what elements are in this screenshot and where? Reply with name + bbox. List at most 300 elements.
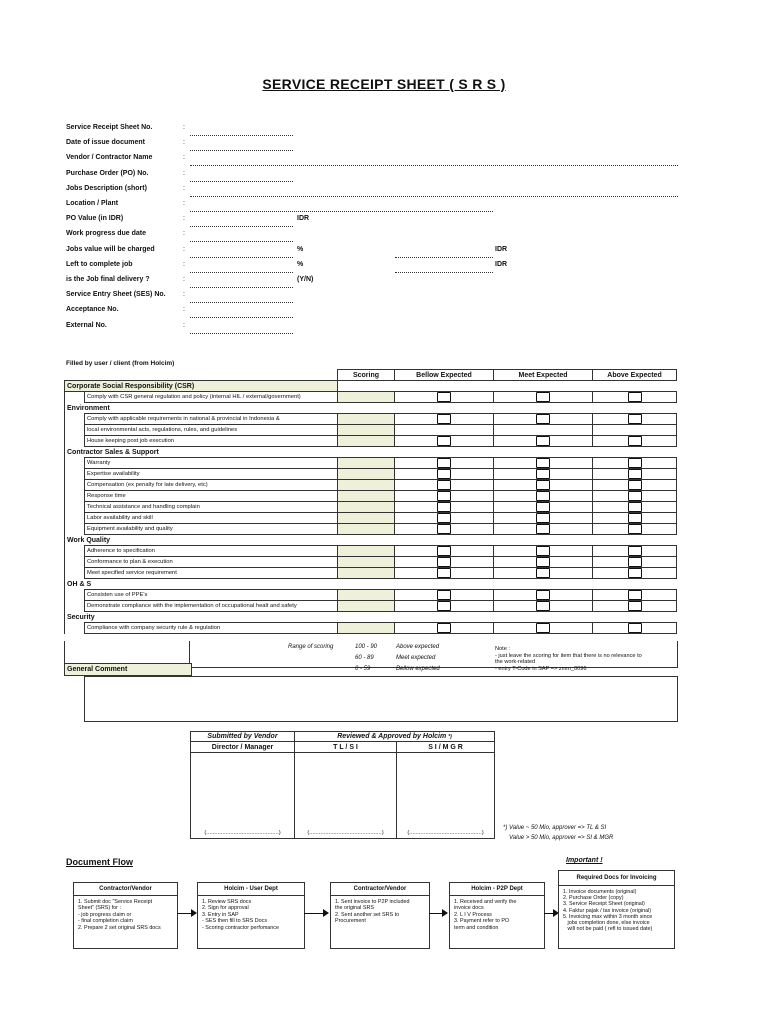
field-label: Jobs value will be charged (66, 245, 155, 253)
field-input[interactable] (190, 165, 678, 166)
meet-expected-checkbox[interactable] (536, 623, 550, 633)
above-expected-checkbox[interactable] (628, 458, 642, 468)
criteria-label: Consisten use of PPE's (85, 590, 338, 601)
left-percent-label: % (297, 260, 304, 268)
flow-box-head: Holcim - User Dept (198, 883, 304, 896)
row-indent (65, 392, 85, 403)
flow-line: 2. Prepare 2 set original SRS docs (78, 924, 161, 931)
note-line-1: - just leave the scoring for item that there is no relevance to (495, 652, 642, 659)
rating-cell-above (593, 513, 677, 524)
flow-box-body (450, 896, 544, 934)
criteria-label: Response time (85, 491, 338, 502)
rating-cell-meet (494, 436, 593, 447)
section-row-spacer (338, 403, 677, 414)
above-expected-checkbox[interactable] (628, 392, 642, 402)
submitted-by-vendor: Submitted by Vendor (191, 732, 295, 742)
above-expected-checkbox[interactable] (628, 414, 642, 424)
meet-expected-header: Meet Expected (494, 370, 593, 381)
scoring-input[interactable] (338, 480, 395, 491)
rating-cell-below (395, 436, 494, 447)
field-colon: : (183, 124, 185, 131)
below-expected-checkbox[interactable] (437, 524, 451, 534)
rating-cell-meet (494, 425, 593, 436)
flow-line: 1. Received and verify the (454, 899, 517, 905)
rating-cell-below (395, 502, 494, 513)
field-colon: : (183, 276, 185, 283)
required-line: 1. Invoice documents (original) (563, 889, 637, 895)
scoring-input[interactable] (338, 524, 395, 535)
section-title (65, 403, 338, 414)
rating-cell-meet (494, 601, 593, 612)
scoring-input[interactable] (338, 425, 395, 436)
range-desc: Bellow expected (396, 666, 440, 672)
rating-cell-meet (494, 414, 593, 425)
flow-line: 3. Entry in SAP (202, 911, 239, 918)
criteria-label: local environmental acts, regulations, rules, and guidelines (85, 425, 338, 436)
scoring-input[interactable] (338, 469, 395, 480)
field-input[interactable] (190, 257, 293, 258)
below-expected-checkbox[interactable] (437, 480, 451, 490)
flow-arrow-line (429, 913, 443, 914)
row-indent (65, 601, 85, 612)
field-input[interactable] (190, 272, 293, 273)
row-indent (65, 436, 85, 447)
rating-cell-above (593, 458, 677, 469)
section-title (65, 381, 338, 392)
tl-si-signature-box[interactable]: (.............................................) (295, 753, 397, 839)
range-desc: Above expected (396, 644, 440, 650)
eval-header-row (65, 370, 677, 381)
above-expected-checkbox[interactable] (628, 623, 642, 633)
flow-arrow-icon (442, 909, 448, 917)
field-colon: : (183, 154, 185, 162)
rating-cell-meet (494, 392, 593, 403)
below-expected-checkbox[interactable] (437, 601, 451, 611)
field-label: Jobs Description (short) (66, 184, 147, 192)
table-row (65, 491, 677, 502)
field-input[interactable] (190, 196, 678, 197)
flow-line: - job progress claim or (78, 911, 132, 918)
below-expected-checkbox[interactable] (437, 623, 451, 633)
section-name: Work Quality (67, 536, 111, 544)
required-line: 2. Purchase Order (copy) (563, 895, 624, 902)
meet-expected-checkbox[interactable] (536, 414, 550, 424)
row-indent (65, 557, 85, 568)
general-comment-box[interactable] (84, 676, 678, 722)
field-input[interactable] (395, 272, 493, 273)
field-colon: : (183, 260, 185, 268)
row-indent (65, 425, 85, 436)
rating-cell-meet (494, 480, 593, 491)
below-expected-checkbox[interactable] (437, 491, 451, 501)
meet-expected-checkbox[interactable] (536, 546, 550, 556)
field-input[interactable] (190, 150, 293, 151)
scoring-input[interactable] (338, 557, 395, 568)
flow-line: Sheet" (SRS) for : (78, 905, 121, 912)
below-expected-checkbox[interactable] (437, 469, 451, 479)
row-indent (65, 469, 85, 480)
meet-expected-checkbox[interactable] (536, 436, 550, 446)
rating-cell-below (395, 491, 494, 502)
below-expected-checkbox[interactable] (437, 458, 451, 468)
field-label: Left to complete job (66, 260, 133, 268)
required-line: 5. Invoicing max within 3 month since (563, 913, 653, 920)
meet-expected-checkbox[interactable] (536, 469, 550, 479)
note-line-2: the work-related (495, 659, 536, 665)
field-label: Acceptance No. (66, 306, 119, 314)
range-value: 100 - 90 (355, 644, 378, 650)
section-row (65, 403, 677, 414)
evaluation-table (64, 369, 677, 634)
table-row (65, 414, 677, 425)
meet-expected-checkbox[interactable] (536, 480, 550, 490)
meet-expected-checkbox[interactable] (536, 392, 550, 402)
row-indent (65, 491, 85, 502)
field-label: is the Job final delivery ? (66, 276, 150, 283)
rating-cell-below (395, 513, 494, 524)
flow-box-contractor-1 (73, 882, 178, 949)
below-expected-checkbox[interactable] (437, 436, 451, 446)
criteria-label: Demonstrate compliance with the implementation of occupational healt and safety (85, 601, 338, 612)
table-row (65, 425, 677, 436)
required-line: 3. Service Receipt Sheet (original) (563, 901, 645, 908)
above-expected-checkbox[interactable] (628, 480, 642, 490)
required-line: 4. Faktur pajak / tax invoice (original) (563, 907, 652, 914)
above-expected-checkbox[interactable] (628, 557, 642, 567)
section-row (65, 612, 677, 623)
scoring-input[interactable] (338, 623, 395, 634)
rating-cell-below (395, 557, 494, 568)
section-name: Security (67, 613, 95, 621)
flow-line: - final completion claim (78, 918, 133, 925)
scoring-input[interactable] (338, 513, 395, 524)
field-input[interactable] (190, 333, 293, 334)
meet-expected-checkbox[interactable] (536, 524, 550, 534)
field-colon: : (183, 291, 185, 299)
table-row (65, 590, 677, 601)
field-label: Vendor / Contractor Name (66, 154, 153, 162)
field-input[interactable] (190, 317, 293, 318)
row-indent (65, 590, 85, 601)
table-row (65, 458, 677, 469)
scoring-input[interactable] (338, 502, 395, 513)
yn-label: (Y/N) (297, 276, 314, 283)
criteria-label: House keeping post job execution (85, 436, 338, 447)
rating-cell-below (395, 568, 494, 579)
scoring-input[interactable] (338, 546, 395, 557)
above-expected-header: Above Expected (593, 370, 677, 381)
above-expected-checkbox[interactable] (628, 590, 642, 600)
rating-cell-above (593, 590, 677, 601)
flow-arrow-line (304, 913, 324, 914)
section-name: Contractor Sales & Support (67, 448, 159, 456)
section-row-spacer (338, 535, 677, 546)
rating-cell-below (395, 392, 494, 403)
table-row (65, 480, 677, 491)
table-row (65, 392, 677, 403)
important-label: Important ! (566, 857, 603, 864)
section-name: OH & S (67, 580, 92, 588)
table-row (65, 557, 677, 568)
meet-expected-checkbox[interactable] (536, 491, 550, 501)
flow-box-body (198, 896, 304, 934)
rating-cell-above (593, 568, 677, 579)
rating-cell-meet (494, 458, 593, 469)
table-row (65, 546, 677, 557)
field-colon: : (183, 215, 185, 223)
signature-table (190, 731, 495, 839)
range-value: 60 - 89 (355, 655, 374, 661)
charged-percent-label: % (297, 245, 304, 253)
rating-cell-below (395, 601, 494, 612)
criteria-label: Meet specified service requirement (85, 568, 338, 579)
required-docs-head: Required Docs for Invoicing (559, 871, 674, 886)
rating-cell-below (395, 623, 494, 634)
scoring-input[interactable] (338, 392, 395, 403)
field-input[interactable] (190, 302, 293, 303)
rating-cell-above (593, 480, 677, 491)
flow-box-head: Contractor/Vendor (331, 883, 429, 896)
field-label: Date of issue document (66, 139, 145, 147)
field-input[interactable] (395, 257, 493, 258)
section-row (65, 447, 677, 458)
note-line-3: - entry T-Code in SAP => zmm_0096 (495, 665, 587, 672)
below-expected-header: Bellow Expected (395, 370, 494, 381)
criteria-label: Adherence to specification (85, 546, 338, 557)
field-colon: : (183, 139, 185, 147)
above-expected-checkbox[interactable] (628, 491, 642, 501)
rating-cell-below (395, 414, 494, 425)
field-colon: : (183, 200, 185, 207)
required-line: will not be paid ( refl to issued date) (563, 926, 653, 933)
rating-cell-above (593, 414, 677, 425)
approver-note-1: *) Value ~ 50 Mio, approver => TL & SI (503, 825, 607, 831)
rating-cell-meet (494, 502, 593, 513)
above-expected-checkbox[interactable] (628, 436, 642, 446)
meet-expected-checkbox[interactable] (536, 601, 550, 611)
rating-cell-meet (494, 590, 593, 601)
above-expected-checkbox[interactable] (628, 469, 642, 479)
below-expected-checkbox[interactable] (437, 502, 451, 512)
required-docs-box (558, 870, 675, 949)
meet-expected-checkbox[interactable] (536, 502, 550, 512)
document-flow-title: Document Flow (66, 857, 133, 867)
criteria-label: Compliance with company security rule & regulation (85, 623, 338, 634)
rating-cell-below (395, 425, 494, 436)
section-title (65, 535, 338, 546)
criteria-label: Comply with applicable requirements in national & provincial in Indonesia & (85, 414, 338, 425)
table-row (65, 469, 677, 480)
flow-box-user-dept (197, 882, 305, 949)
rating-cell-above (593, 491, 677, 502)
scoring-input[interactable] (338, 436, 395, 447)
rating-cell-above (593, 436, 677, 447)
tl-si-label: T L / S I (295, 742, 397, 753)
criteria-label: Warranty (85, 458, 338, 469)
required-line: jobs completion done, else invoice (563, 920, 650, 927)
field-input[interactable] (190, 241, 293, 242)
table-row (65, 623, 677, 634)
rating-cell-meet (494, 557, 593, 568)
section-row-spacer (338, 579, 677, 590)
flow-box-body (74, 896, 177, 934)
rating-cell-meet (494, 491, 593, 502)
field-input[interactable] (190, 226, 293, 227)
table-row (65, 524, 677, 535)
approver-note-2: Value > 50 Mio, approver => SI & MGR (509, 835, 614, 841)
range-desc: Meet expected (396, 655, 436, 661)
eval-header-spacer (65, 370, 338, 381)
flow-box-head: Holcim - P2P Dept (450, 883, 544, 896)
above-expected-checkbox[interactable] (628, 568, 642, 578)
row-indent (65, 513, 85, 524)
flow-line: 2. L I V Process (454, 911, 492, 918)
rating-cell-above (593, 469, 677, 480)
above-expected-checkbox[interactable] (628, 546, 642, 556)
scoring-input[interactable] (338, 601, 395, 612)
rating-cell-below (395, 524, 494, 535)
below-expected-checkbox[interactable] (437, 590, 451, 600)
below-expected-checkbox[interactable] (437, 513, 451, 523)
flow-line: the original SRS (335, 905, 374, 912)
below-expected-checkbox[interactable] (437, 557, 451, 567)
vendor-signature-box[interactable]: (.............................................) (191, 753, 295, 839)
row-indent (65, 568, 85, 579)
document-title: SERVICE RECEIPT SHEET ( S R S ) (262, 76, 506, 92)
flow-box-body (331, 896, 429, 928)
flow-line: 1. Review SRS docs (202, 899, 252, 905)
rating-cell-meet (494, 623, 593, 634)
field-input[interactable] (190, 211, 493, 212)
field-input[interactable] (190, 287, 293, 288)
field-colon: : (183, 306, 185, 314)
meet-expected-checkbox[interactable] (536, 513, 550, 523)
field-colon: : (183, 184, 185, 192)
row-indent (65, 546, 85, 557)
rating-cell-meet (494, 469, 593, 480)
below-expected-checkbox[interactable] (437, 392, 451, 402)
po-idr-label: IDR (297, 215, 310, 223)
scoring-input[interactable] (338, 414, 395, 425)
meet-expected-checkbox[interactable] (536, 557, 550, 567)
reviewed-by-holcim: Reviewed & Approved by Holcim *) (295, 732, 495, 742)
meet-expected-checkbox[interactable] (536, 568, 550, 578)
field-colon: : (183, 245, 185, 253)
above-expected-checkbox[interactable] (628, 513, 642, 523)
flow-line: term and condition (454, 924, 499, 931)
meet-expected-checkbox[interactable] (536, 590, 550, 600)
field-label: Service Receipt Sheet No. (66, 124, 153, 131)
rating-cell-above (593, 425, 677, 436)
field-label: Location / Plant (66, 200, 119, 207)
scoring-input[interactable] (338, 568, 395, 579)
meet-expected-checkbox[interactable] (536, 458, 550, 468)
scoring-input[interactable] (338, 458, 395, 469)
row-indent (65, 414, 85, 425)
field-colon: : (183, 321, 185, 329)
note (495, 646, 642, 672)
si-mgr-label: S I / M G R (397, 742, 495, 753)
scoring-input[interactable] (338, 491, 395, 502)
flow-line: 3. Payment refer to PO (454, 918, 510, 925)
required-docs-body (559, 886, 674, 935)
flow-box-p2p-dept (449, 882, 545, 949)
section-row (65, 579, 677, 590)
field-input[interactable] (190, 181, 293, 182)
flow-line: - Scoring contractor perfomance (202, 924, 280, 931)
left-idr-label: IDR (495, 260, 508, 268)
section-row-spacer (338, 612, 677, 623)
field-label: PO Value (in IDR) (66, 215, 124, 223)
criteria-label: Equipment availability and quality (85, 524, 338, 535)
flow-line: 2. Sent another set SRS to (335, 911, 400, 918)
field-label: Work progress due date (66, 230, 147, 238)
rating-cell-above (593, 623, 677, 634)
section-name: Corporate Social Responsibility (CSR) (67, 382, 195, 390)
criteria-label: Conformance to plan & execution (85, 557, 338, 568)
field-colon: : (183, 230, 185, 238)
section-name: Environment (67, 404, 110, 412)
field-label: External No. (66, 321, 107, 329)
rating-cell-above (593, 601, 677, 612)
below-expected-checkbox[interactable] (437, 414, 451, 424)
range-value: 0 - 59 (355, 666, 371, 672)
criteria-label: Compensation (ex penalty for late delivery, etc) (85, 480, 338, 491)
section-title (65, 579, 338, 590)
row-indent (65, 480, 85, 491)
row-indent (65, 502, 85, 513)
flow-box-head: Contractor/Vendor (74, 883, 177, 896)
rating-cell-below (395, 590, 494, 601)
flow-arrow-icon (323, 909, 329, 917)
charged-idr-label: IDR (495, 245, 508, 253)
flow-line: 1. Submit doc "Service Receipt (78, 899, 153, 905)
rating-cell-below (395, 546, 494, 557)
criteria-label: Labor availability and skill (85, 513, 338, 524)
flow-line: - SES then fill to SRS Docs (202, 918, 268, 925)
section-title (65, 447, 338, 458)
rating-cell-meet (494, 513, 593, 524)
above-expected-checkbox[interactable] (628, 524, 642, 534)
field-input[interactable] (190, 135, 293, 136)
rating-cell-above (593, 524, 677, 535)
rating-cell-meet (494, 546, 593, 557)
section-row (65, 535, 677, 546)
below-expected-checkbox[interactable] (437, 568, 451, 578)
rating-cell-below (395, 480, 494, 491)
rating-cell-below (395, 458, 494, 469)
flow-line: Procurement (335, 918, 366, 925)
criteria-label: Comply with CSR general regulation and policy (internal HIL / external/government) (85, 392, 338, 403)
field-label: Service Entry Sheet (SES) No. (66, 291, 166, 299)
rating-cell-below (395, 469, 494, 480)
flow-line: 1. Sent invoice to P2P included (335, 899, 410, 905)
criteria-label: Expertise availability (85, 469, 338, 480)
table-row (65, 601, 677, 612)
table-row (65, 513, 677, 524)
above-expected-checkbox[interactable] (628, 601, 642, 611)
filled-by-label: Filled by user / client (from Holcim) (66, 360, 175, 367)
section-row (65, 381, 677, 392)
section-row-spacer (338, 381, 677, 392)
si-mgr-signature-box[interactable]: (.............................................) (397, 753, 495, 839)
note-title: Note : (495, 646, 510, 652)
criteria-label: Technical assistance and handling complain (85, 502, 338, 513)
scoring-input[interactable] (338, 590, 395, 601)
flow-box-contractor-2 (330, 882, 430, 949)
above-expected-checkbox[interactable] (628, 502, 642, 512)
below-expected-checkbox[interactable] (437, 546, 451, 556)
